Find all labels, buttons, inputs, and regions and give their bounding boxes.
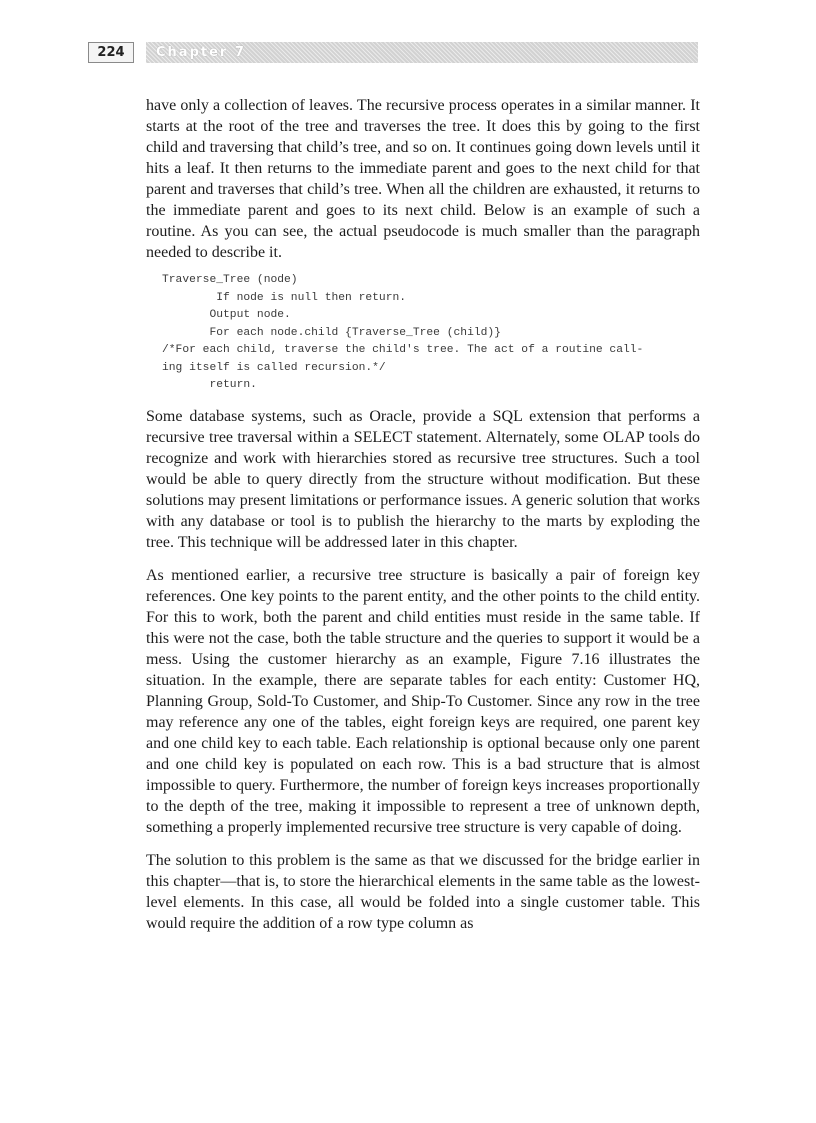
- page-number: 224: [88, 42, 134, 63]
- page-body: [146, 95, 700, 946]
- chapter-label: Chapter 7: [156, 45, 246, 60]
- paragraph-solution: The solution to this problem is the same as that we discussed for the bridge earlier in this chapter—that is, to store the hierarchical elements in the same table as the lowest-level elements. In this case, all would be folded into a single customer table. This would require the addition of a row type column as: [146, 851, 700, 932]
- paragraph-foreign-key-references: As mentioned earlier, a recursive tree structure is basically a pair of foreign key references. One key points to the parent entity, and the other points to the child entity. For this to work, both the parent and child entities must reside in the same table. If this were not the case, both the table structure and the queries to support it would be a mess. Using the customer hierarchy as an example, Figure 7.16 illustrates the situation. In the example, there are separate tables for each entity: Customer HQ, Planning Group, Sold-To Customer, and Ship-To Customer. Since any row in the tree may reference any one of the tables, eight foreign keys are required, one parent key and one child key to each table. Each relationship is optional because only one parent and one child key is populated on each row. This is a bad structure that is almost impossible to query. Furthermore, the number of foreign keys increases proportionally to the depth of the tree, making it impossible to represent a tree of unknown depth, something a properly implemented recursive tree structure is very capable of doing.: [146, 566, 700, 836]
- paragraph-database-extensions: Some database systems, such as Oracle, provide a SQL extension that performs a recursive tree traversal within a SELECT statement. Alternately, some OLAP tools do recognize and work with hierarchies stored as recursive tree structures. Such a tool would be able to query directly from the structure without modification. But these solutions may present limitations or performance issues. A generic solution that works with any database or tool is to publish the hierarchy to the marts by exploding the tree. This technique will be addressed later in this chapter.: [146, 407, 700, 551]
- paragraph-recursive-process: have only a collection of leaves. The recursive process operates in a similar manner. It starts at the root of the tree and traverses the tree. It does this by going to the first child and traversing that child’s tree, and so on. It continues going down levels until it hits a leaf. It then returns to the immediate parent and goes to the next child for that parent and traverses that child’s tree. When all the children are exhausted, it returns to the immediate parent and goes to its next child. Below is an example of such a routine. As you can see, the actual pseudocode is much smaller than the paragraph needed to describe it.: [146, 97, 700, 261]
- pseudocode-block: Traverse_Tree (node) If node is null then return. Output node. For each node.child {Traverse_Tree (child)} /*For each child, traverse the child's tree. The act of a routine call- ing itself is called recursion.*/ return.: [162, 274, 644, 391]
- page-header: [88, 42, 698, 63]
- chapter-banner: [146, 42, 698, 63]
